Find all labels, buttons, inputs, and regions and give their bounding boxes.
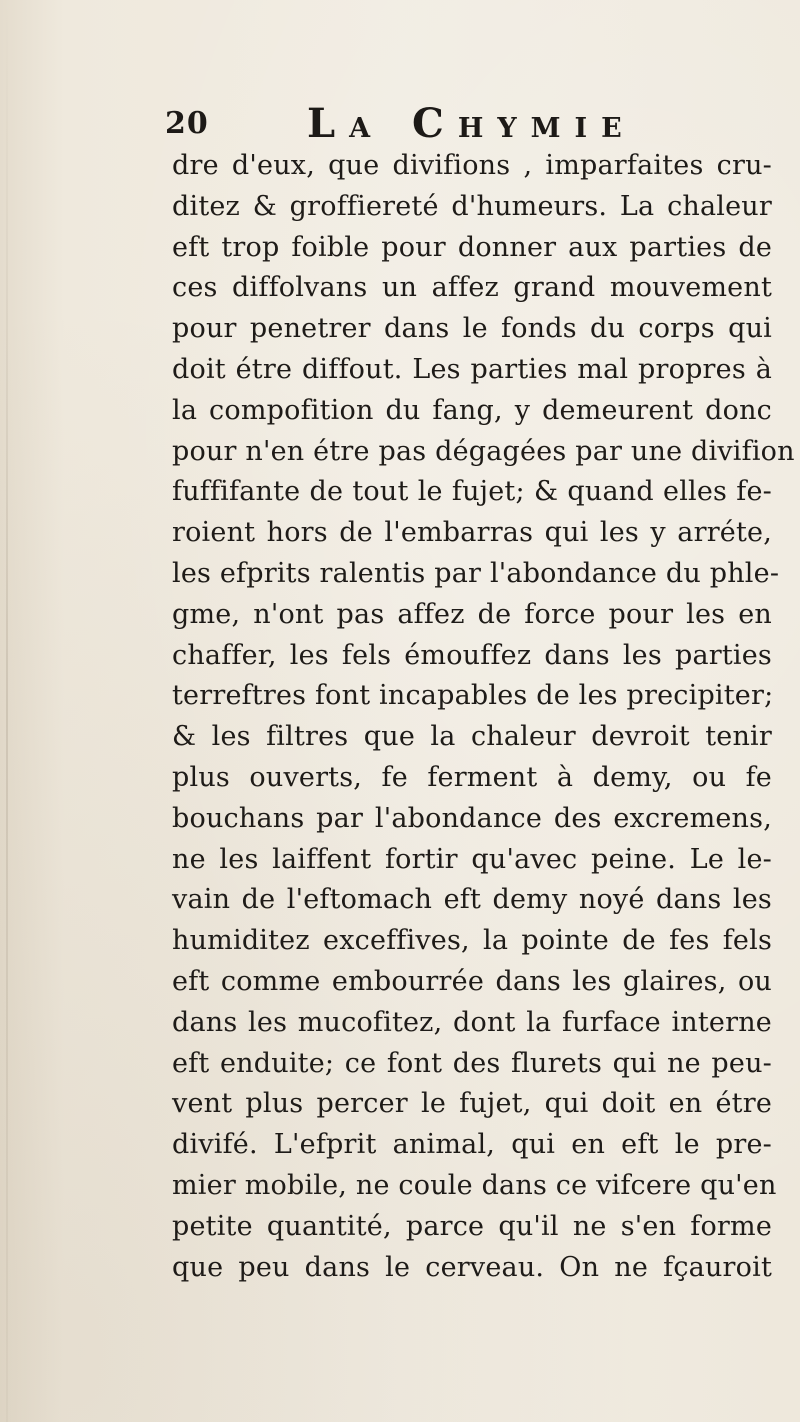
title-cap-l: L: [307, 100, 350, 147]
title-small-hymie: HYMIE: [457, 113, 636, 144]
text-line: petite quantité, parce qu'il ne s'en forme: [172, 1210, 772, 1242]
text-line: pour n'en étre pas dégagées par une divifion: [172, 435, 795, 467]
text-line: ne les laiffent fortir qu'avec peine. Le le-: [172, 843, 772, 875]
text-line: pour penetrer dans le fonds du corps qui: [172, 313, 772, 345]
text-line: gme, n'ont pas affez de force pour les en: [172, 598, 772, 630]
title-small-a: A: [349, 113, 385, 144]
running-title: [307, 100, 636, 147]
text-line: ditez & groffiereté d'humeurs. La chaleur: [172, 190, 772, 222]
text-line: dans les mucofitez, dont la furface interne: [172, 1006, 772, 1038]
text-line: la compofition du fang, y demeurent donc: [172, 394, 772, 426]
body-text: [172, 146, 795, 1288]
text-line: eft comme embourrée dans les glaires, ou: [172, 965, 772, 997]
text-line: roient hors de l'embarras qui les y arréte,: [172, 517, 772, 549]
page-number: 20: [165, 106, 209, 141]
text-line: doit étre diffout. Les parties mal propres à: [172, 353, 772, 385]
text-line: que peu dans le cerveau. On ne fçauroit: [172, 1251, 772, 1283]
text-line: ces diffolvans un affez grand mouvement: [172, 272, 772, 304]
title-cap-c: C: [412, 100, 458, 147]
text-line: eft trop foible pour donner aux parties de: [172, 231, 772, 263]
text-line: dre d'eux, que divifions , imparfaites cru-: [172, 150, 772, 181]
text-line: eft enduite; ce font des flurets qui ne peu-: [172, 1047, 772, 1079]
text-line: les efprits ralentis par l'abondance du phle-: [172, 557, 780, 589]
text-line: & les filtres que la chaleur devroit tenir: [172, 721, 772, 753]
running-header: [165, 100, 765, 148]
text-line: vent plus percer le fujet, qui doit en étre: [172, 1088, 772, 1120]
text-line: vain de l'eftomach eft demy noyé dans les: [172, 884, 772, 916]
text-line: divifé. L'efprit animal, qui en eft le pre-: [172, 1129, 772, 1161]
text-line: fuffifante de tout le fujet; & quand elles fe-: [172, 476, 772, 508]
text-line: chaffer, les fels émouffez dans les parties: [172, 639, 772, 671]
text-line: terreftres font incapables de les precipiter;: [172, 680, 774, 712]
text-line: bouchans par l'abondance des excremens,: [172, 802, 772, 834]
text-line: plus ouverts, fe ferment à demy, ou fe: [172, 761, 772, 793]
text-line: mier mobile, ne coule dans ce vifcere qu'en: [172, 1169, 777, 1201]
text-line: humiditez exceffives, la pointe de fes fels: [172, 925, 772, 957]
page-edge-shadow: [6, 0, 8, 1422]
